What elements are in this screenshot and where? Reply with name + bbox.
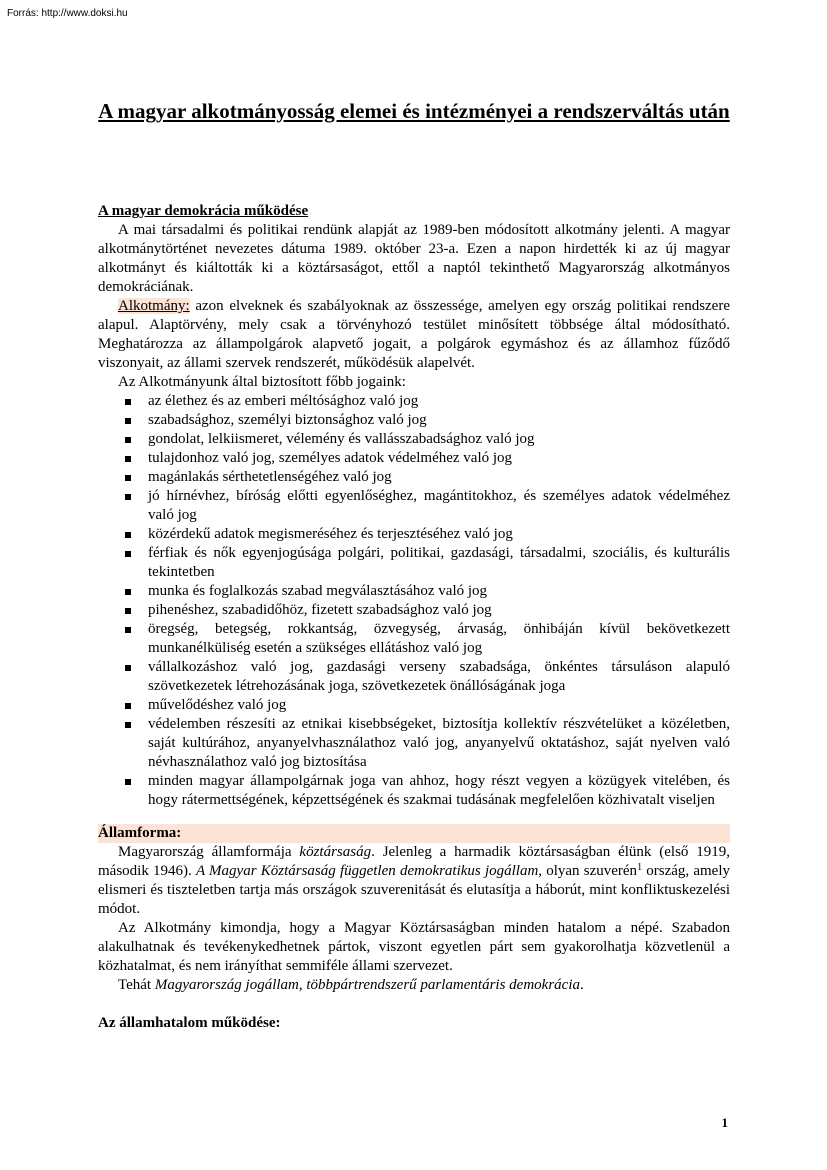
list-item: védelemben részesíti az etnikai kisebbségeket, biztosítja kollektív részvételüket a közéletben, saját kultúrához, anyanyelvhasználathoz való jog, anyanyelvű oktatáshoz, saját nyelven való névhasználathoz való jog biztosítása xyxy=(98,715,730,772)
bullet-icon xyxy=(125,494,131,500)
bullet-icon xyxy=(125,665,131,671)
paragraph-people-power: Az Alkotmány kimondja, hogy a Magyar Köztársaságban minden hatalom a népé. Szabadon alakulhatnak és tevékenykedhetnek pártok, viszont egyetlen párt sem gyakorolhatja közvetlenül a közhatalmat, és nem irányíthat semmiféle állami szervezet. xyxy=(98,920,730,974)
section-heading-state-power: Az államhatalom működése: xyxy=(98,1015,281,1031)
list-item: öregség, betegség, rokkantság, özvegység, árvaság, önhibáján kívül bekövetkezett munkanélküliség esetén a szükséges ellátáshoz való jog xyxy=(98,620,730,658)
bullet-icon xyxy=(125,627,131,633)
bullet-icon xyxy=(125,589,131,595)
bullet-icon xyxy=(125,703,131,709)
paragraph-intro: A mai társadalmi és politikai rendünk alapját az 1989-ben módosított alkotmány jelenti. A magyar alkotmánytörténet nevezetes dátuma 1989. október 23-a. Ezen a napon hirdették ki az új magyar alkotmányt és kiáltották ki a köztársaságot, ettől a naptól tekinthető Magyarország alkotmányos demokráciának. xyxy=(98,222,730,295)
bullet-icon xyxy=(125,475,131,481)
page-number: 1 xyxy=(721,1115,728,1130)
bullet-icon xyxy=(125,608,131,614)
list-item: minden magyar állampolgárnak joga van ahhoz, hogy részt vegyen a közügyek vitelében, és hogy rátermettségének, képzettségének és szakmai tudásának megfelelően közhivatalt viseljen xyxy=(98,772,730,810)
bullet-icon xyxy=(125,551,131,557)
list-item: munka és foglalkozás szabad megválasztásához való jog xyxy=(98,582,730,601)
bullet-icon xyxy=(125,532,131,538)
list-item: férfiak és nők egyenjogúsága polgári, politikai, gazdasági, társadalmi, szociális, és kulturális tekintetben xyxy=(98,544,730,582)
list-item: közérdekű adatok megismeréséhez és terjesztéséhez való jog xyxy=(98,525,730,544)
footnote-ref: 1 xyxy=(637,862,643,873)
list-item: jó hírnévhez, bíróság előtti egyenlőséghez, magántitokhoz, és személyes adatok védelméhez való jog xyxy=(98,487,730,525)
list-item: művelődéshez való jog xyxy=(98,696,730,715)
paragraph-summary: Tehát Magyarország jogállam, többpártrendszerű parlamentáris demokrácia. xyxy=(118,977,584,993)
list-item: vállalkozáshoz való jog, gazdasági verseny szabadsága, önkéntes társuláson alapuló szövetkezetek létrehozásának joga, szövetkezetek önállóságának joga xyxy=(98,658,730,696)
bullet-icon xyxy=(125,399,131,405)
list-item: magánlakás sérthetetlenségéhez való jog xyxy=(98,468,730,487)
section-heading-state-form: Államforma: xyxy=(98,824,730,843)
section-heading-democracy: A magyar demokrácia működése xyxy=(98,203,309,219)
document-title: A magyar alkotmányosság elemei és intézményei a rendszerváltás után xyxy=(98,99,730,123)
definition-text: azon elveknek és szabályoknak az összessége, amelyen egy ország politikai rendszere alapul. Alaptörvény, mely csak a törvényhozó testület minősített többsége által módosítható. Meghatározza az állampolgárok alapvető jogait, a polgárok egymáshoz és az államhoz fűződő viszonyait, az állami szervek rendszerét, működésük alapelvét. xyxy=(98,298,730,371)
rights-list xyxy=(98,392,730,810)
paragraph-constitution-definition xyxy=(98,297,730,373)
bullet-icon xyxy=(125,779,131,785)
list-item: az élethez és az emberi méltósághoz való jog xyxy=(98,392,730,411)
bullet-icon xyxy=(125,722,131,728)
list-item: tulajdonhoz való jog, személyes adatok védelméhez való jog xyxy=(98,449,730,468)
list-item: gondolat, lelkiismeret, vélemény és vallásszabadsághoz való jog xyxy=(98,430,730,449)
rights-intro: Az Alkotmányunk által biztosított főbb jogaink: xyxy=(118,374,406,390)
bullet-icon xyxy=(125,437,131,443)
source-note: Forrás: http://www.doksi.hu xyxy=(7,8,128,19)
list-item: szabadsághoz, személyi biztonsághoz való jog xyxy=(98,411,730,430)
term-constitution: Alkotmány: xyxy=(118,298,190,314)
list-item: pihenéshez, szabadidőhöz, fizetett szabadsághoz való jog xyxy=(98,601,730,620)
bullet-icon xyxy=(125,456,131,462)
bullet-icon xyxy=(125,418,131,424)
document-body xyxy=(98,202,730,1033)
paragraph-state-form: Magyarország államformája köztársaság. Jelenleg a harmadik köztársaságban élünk (első 1919, második 1946). A Magyar Köztársaság független demokratikus jogállam, olyan szuverén$^1$ ország, amely elismeri és tiszteletben tartja más országok szuverenitását és elutasítja a háborút, mint konfliktuskezelési módot. xyxy=(98,844,730,917)
